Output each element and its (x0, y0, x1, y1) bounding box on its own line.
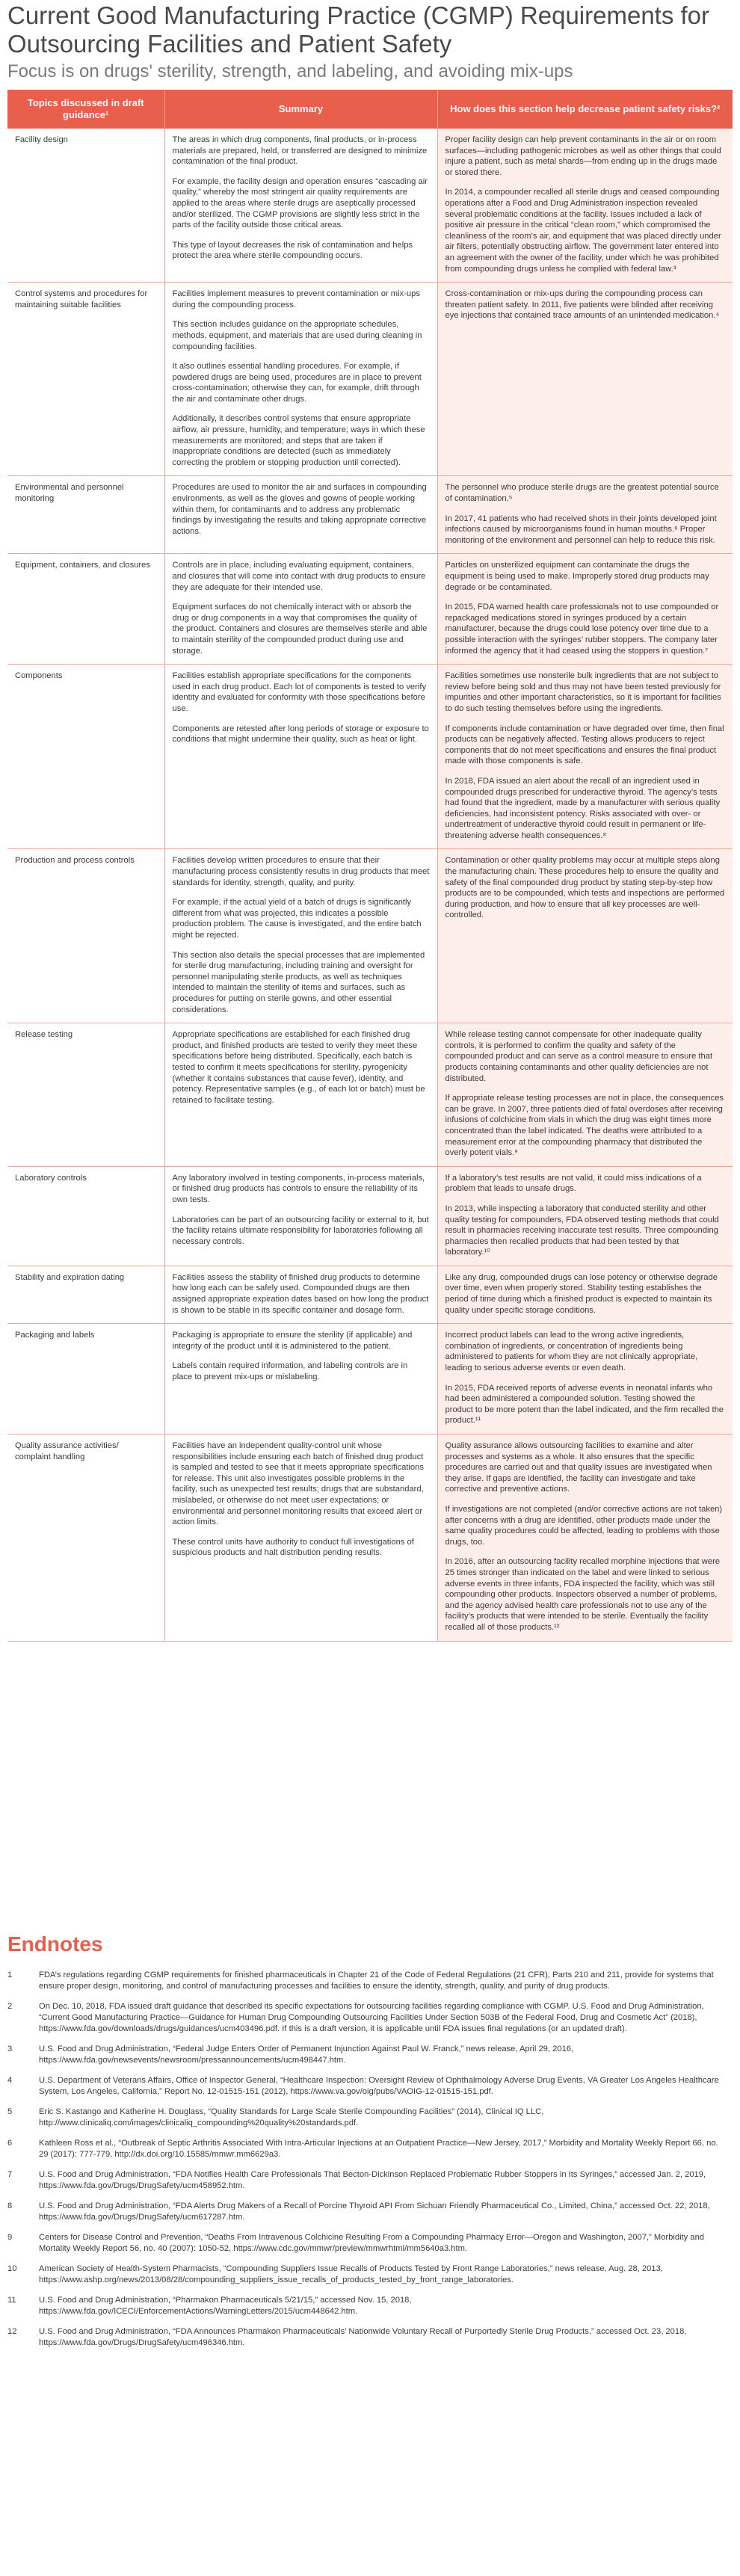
summary-cell (164, 283, 437, 476)
summary-paragraph: Facilities develop written procedures to ensure that their manufacturing process consistently results in drug products that meet standards for identity, strength, quality, and purity. (172, 856, 430, 887)
risk-paragraph: Cross-contamination or mix-ups during the compounding process can threaten patient safety. In 2011, five patients were blinded after receiving eye injections that contained trace amounts of an unintended medication.⁴ (445, 289, 720, 321)
risk-paragraph: The personnel who produce sterile drugs are the greatest potential source of contamination.⁵ (445, 483, 719, 504)
endnote-item (7, 2107, 725, 2129)
endnote-text: FDA’s regulations regarding CGMP requirements for finished pharmaceuticals in Chapter 21 of the Code of Federal Regulations (21 CFR), Parts 210 and 211, provide for systems that ensure proper design, monitoring, and control of manufacturing processes and facilities to ensure the identity, strength, quality, and purity of drug products. (39, 1970, 714, 1991)
table-header-row (7, 90, 733, 129)
summary-paragraph: Additionally, it describes control systems that ensure appropriate airflow, air pressure, humidity, and temperature; ways in which these measurements are monitored; and steps that are taken if inappropriate conditions are detected (such as immediately correcting the problem or stopping production until corrected). (172, 414, 425, 467)
topic-cell: Release testing (7, 1023, 164, 1167)
table-row (7, 1435, 733, 1642)
endnote-number: 9 (7, 2233, 13, 2242)
endnotes-list (7, 1970, 725, 2358)
topic-cell: Production and process controls (7, 849, 164, 1023)
table-row (7, 849, 733, 1023)
endnote-number: 1 (7, 1970, 13, 1979)
risk-cell (437, 1266, 733, 1323)
endnote-number: 12 (7, 2327, 17, 2336)
risk-cell (437, 1435, 733, 1642)
risk-paragraph: While release testing cannot compensate for other inadequate quality controls, it is performed to confirm the quality and safety of the compounded product and can serve as a control measure to ensure that products containing contaminants and other quality deficiencies are not distributed. (445, 1030, 713, 1083)
summary-paragraph: This section also details the special processes that are implemented for sterile drug manufacturing, including training and oversight for personnel manipulating sterile products, as well as techniques intended to maintain the sterility of items and surfaces, such as procedures for putting on sterile gowns, and other essential considerations. (172, 950, 425, 1014)
summary-paragraph: It also outlines essential handling procedures. For example, if powdered drugs are being used, procedures are in place to prevent cross-contamination; otherwise they can, for example, drift through the air and contaminate other drugs. (172, 362, 422, 404)
table-row (7, 1324, 733, 1435)
summary-cell (164, 1324, 437, 1435)
risk-cell (437, 1324, 733, 1435)
table-row (7, 1166, 733, 1266)
risk-paragraph: In 2017, 41 patients who had received shots in their joints developed joint infections caused by microorganisms found in human mouths.⁶ Proper monitoring of the environment and personnel can help to reduce this risk. (445, 514, 717, 545)
page-title: Current Good Manufacturing Practice (CGMP) Requirements for Outsourcing Facilities and Patient Safety (7, 1, 710, 58)
summary-cell (164, 849, 437, 1023)
endnote-text: Kathleen Ross et al., “Outbreak of Septic Arthritis Associated With Intra-Articular Injections at an Outpatient Practice—New Jersey, 2017,” Morbidity and Mortality Weekly Report 66, no. 29 (2017): 777-779, http://dx.doi.org/10.15585/mmwr.mm6629a3. (39, 2139, 718, 2159)
topic-cell: Stability and expiration dating (7, 1266, 164, 1323)
risk-paragraph: Proper facility design can help prevent contaminants in the air or on room surfaces—including pathogenic microbes as well as other things that could injure a patient, such as metal shards—from ending up in the drugs made or stored there. (445, 135, 721, 177)
endnote-item (7, 2001, 725, 2035)
table-row (7, 283, 733, 476)
summary-paragraph: This type of layout decreases the risk of contamination and helps protect the area where sterile compounding occurs. (172, 240, 413, 261)
risk-cell (437, 1166, 733, 1266)
topic-cell: Facility design (7, 129, 164, 283)
summary-paragraph: For example, the facility design and operation ensures “cascading air quality,” whereby the most stringent air quality requirements are applied to the areas where sterile drugs are aseptically processed and/or sterilized. The CGMP provisions are slightly less strict in the parts of the facility outside those critical areas. (172, 176, 428, 230)
endnote-item (7, 2044, 725, 2066)
endnote-text: U.S. Food and Drug Administration, “FDA Notifies Health Care Professionals That Becton-Dickinson Replaced Problematic Rubber Stoppers in Its Syringes,” accessed Jan. 2, 2019, https://www.fda.gov/Drugs/DrugSafety/ucm458952.htm. (39, 2170, 706, 2190)
endnote-item (7, 2264, 725, 2286)
endnote-text: Eric S. Kastango and Katherine H. Douglass, “Quality Standards for Large Scale Sterile Compounding Facilities” (2014), Clinical IQ LLC, http://www.clinicaliq.com/images/clinicaliq_compounding%20quality%20standards.pdf. (39, 2107, 544, 2127)
summary-cell (164, 476, 437, 554)
risk-cell (437, 554, 733, 665)
summary-paragraph: The areas in which drug components, final products, or in-process materials are prepared, held, or transferred are designed to minimize contamination of the final product. (172, 135, 428, 167)
header-summary: Summary (164, 90, 437, 129)
header-risk: How does this section help decrease patient safety risks?² (437, 90, 733, 129)
risk-paragraph: In 2015, FDA warned health care professionals not to use compounded or repackaged medications stored in syringes produced by a certain manufacturer, because the drugs could lose potency over time due to a possible interaction with the syringes’ rubber stoppers. The company later informed the agency that it had ceased using the stoppers in question.⁷ (445, 603, 719, 656)
topic-cell: Components (7, 665, 164, 849)
summary-paragraph: Facilities implement measures to prevent contamination or mix-ups during the compounding process. (172, 289, 420, 309)
topic-cell: Control systems and procedures for maintaining suitable facilities (7, 283, 164, 476)
summary-paragraph: Any laboratory involved in testing components, in-process materials, or finished drug products has controls to ensure the reliability of its own tests. (172, 1173, 425, 1204)
risk-paragraph: In 2014, a compounder recalled all sterile drugs and ceased compounding operations after a Food and Drug Administration inspection revealed several problematic conditions at the facility. Issues included a lack of positive air pressure in the critical “clean room,” which compromised the cleanliness of the room’s air, and equipment that was placed directly under air filters, potentially obstructing airflow. The government later entered into an agreement with the owner of the facility, under which he was prohibited from compounding drugs unless he complied with federal law.³ (445, 188, 721, 274)
risk-paragraph: If appropriate release testing processes are not in place, the consequences can be grave. In 2007, three patients died of fatal overdoses after receiving infusions of colchicine from vials in which the drug was eight times more concentrated than the label indicated. The deaths were attributed to a measurement error at the compounding pharmacy that distributed the overly potent vials.⁹ (445, 1094, 724, 1158)
risk-cell (437, 283, 733, 476)
topic-cell: Equipment, containers, and closures (7, 554, 164, 665)
table-row (7, 1023, 733, 1167)
summary-cell (164, 1166, 437, 1266)
endnote-number: 4 (7, 2076, 13, 2085)
risk-cell (437, 665, 733, 849)
table-row (7, 129, 733, 283)
risk-paragraph: In 2018, FDA issued an alert about the recall of an ingredient used in compounded drugs prescribed for underactive thyroid. The agency’s tests had found that the ingredient, made by a manufacturer with serious quality deficiencies, had inconsistent potency. Risks associated with over- or undertreatment of underactive thyroid could result in permanent or life-threatening adverse health consequences.⁸ (445, 776, 721, 840)
risk-paragraph: If a laboratory’s test results are not valid, it could miss indications of a problem that leads to unsafe drugs. (445, 1173, 702, 1194)
risk-paragraph: If components include contamination or have degraded over time, then final products can be negatively affected. Testing allows producers to reject components that do not meet specifications and ensures the final product made with those components is safe. (445, 724, 724, 766)
summary-cell (164, 1435, 437, 1642)
endnote-item (7, 2201, 725, 2223)
table-row (7, 665, 733, 849)
endnote-text: U.S. Food and Drug Administration, “FDA Announces Pharmakon Pharmaceuticals’ Nationwide Voluntary Recall of Purportedly Sterile Drug Products,” accessed Oct. 23, 2018, https://www.fda.gov/Drugs/DrugSafety/ucm496346.htm. (39, 2327, 687, 2347)
summary-paragraph: Controls are in place, including evaluating equipment, containers, and closures that will come into contact with drug products to ensure they are adequate for their intended use. (172, 561, 426, 592)
endnote-number: 7 (7, 2170, 13, 2179)
risk-cell (437, 1023, 733, 1167)
summary-paragraph: Appropriate specifications are established for each finished drug product, and finished products are tested to verify they meet these specifications before being distributed. Specifically, each batch is tested to confirm it meets specifications for sterility, pyrogenicity (whether it contains substances that cause fever), identity, and potency. Representative samples (e.g., of each lot or batch) must be retained to facilitate testing. (172, 1030, 425, 1105)
summary-cell (164, 1023, 437, 1167)
summary-paragraph: Equipment surfaces do not chemically interact with or absorb the drug or drug components in a way that compromises the quality of the product. Containers and closures are themselves sterile and able to maintain sterility of the compounded product during use and storage. (172, 603, 428, 656)
endnote-number: 10 (7, 2264, 17, 2273)
risk-paragraph: Like any drug, compounded drugs can lose potency or otherwise degrade over time, even when properly stored. Stability testing establishes the period of time during which a finished product is expected to maintain its quality under specific storage conditions. (445, 1272, 718, 1315)
endnote-item (7, 2326, 725, 2349)
risk-paragraph: Facilities sometimes use nonsterile bulk ingredients that are not subject to review before being sold and thus may not have been tested previously for impurities and other important characteristics, so it is important for facilities to do such testing themselves before using the ingredients. (445, 671, 721, 713)
risk-paragraph: Particles on unsterilized equipment can contaminate the drugs the equipment is being used to make. Improperly stored drug products may degrade or be contaminated. (445, 561, 709, 592)
summary-cell (164, 129, 437, 283)
summary-paragraph: Procedures are used to monitor the air and surfaces in compounding environments, as well as the gloves and gowns of people working within them, for contaminants and to address any problematic findings by investigating the results and taking appropriate corrective actions. (172, 483, 427, 536)
topic-cell: Laboratory controls (7, 1166, 164, 1266)
endnote-item (7, 1970, 725, 1992)
endnote-item (7, 2169, 725, 2192)
endnote-text: U.S. Food and Drug Administration, “Pharmakon Pharmaceuticals 5/21/15,” accessed Nov. 15, 2018, https://www.fda.gov/ICECI/EnforcementActions/WarningLetters/2015/ucm448642.htm. (39, 2296, 412, 2316)
endnote-item (7, 2232, 725, 2255)
risk-paragraph: Contamination or other quality problems may occur at multiple steps along the manufacturing chain. These procedures help to ensure the quality and safety of the final compounded drug product by stating step-by-step how products are to be compounded, which tests and inspections are performed during production, and how to ensure that all key processes are well-controlled. (445, 856, 725, 920)
header-topics: Topics discussed in draft guidance¹ (7, 90, 164, 129)
page-subtitle: Focus is on drugs' sterility, strength, and labeling, and avoiding mix-ups (7, 61, 573, 81)
risk-paragraph: Quality assurance allows outsourcing facilities to examine and alter processes and systems as a whole. It also ensures that the specific procedures are carried out and that quality issues are investigated when they arise. If gaps are identified, the facility can investigate and take corrective and preventive actions. (445, 1441, 712, 1494)
endnote-number: 3 (7, 2045, 13, 2053)
guidance-table (7, 90, 733, 1642)
summary-paragraph: Facilities assess the stability of finished drug products to determine how long each can be safely used. Compounded drugs are then assigned appropriate expiration dates based on how long the product is shown to be stable in its specific container and dosage form. (172, 1272, 429, 1315)
risk-paragraph: In 2016, after an outsourcing facility recalled morphine injections that were 25 times stronger than indicated on the label and were linked to serious adverse events in three infants, FDA inspected the facility, which was still compounding other products. Inspectors observed a number of problems, and the agency advised health care professionals not to use any of the facility’s products that were intended to be sterile. Eventually the facility recalled all of those products.¹² (445, 1557, 721, 1632)
risk-cell (437, 849, 733, 1023)
endnote-number: 8 (7, 2201, 13, 2210)
summary-paragraph: For example, if the actual yield of a batch of drugs is significantly different from what was projected, this indicates a possible production problem. The cause is investigated, and the entire batch might be rejected. (172, 898, 422, 940)
endnote-number: 6 (7, 2139, 13, 2148)
summary-paragraph: Facilities establish appropriate specifications for the components used in each drug product. Each lot of components is tested to verify identity and evaluated for conformity with those specifications before use. (172, 671, 427, 713)
topic-cell: Environmental and personnel monitoring (7, 476, 164, 554)
endnote-text: U.S. Food and Drug Administration, “Federal Judge Enters Order of Permanent Injunction Against Paul W. Franck,” news release, April 29, 2016, https://www.fda.gov/newsevents/newsroom/pressannouncements/ucm498447.htm. (39, 2045, 574, 2065)
endnote-number: 2 (7, 2002, 13, 2011)
summary-paragraph: Labels contain required information, and labeling controls are in place to prevent mix-ups or mislabeling. (172, 1361, 408, 1382)
summary-paragraph: Facilities have an independent quality-control unit whose responsibilities include ensuring each batch of finished drug product is sampled and tested to see that it meets appropriate specifications for release. This unit also investigates possible problems in the facility, such as unexpected test results; drugs that are substandard, mislabeled, or otherwise do not meet user expectations; or environmental and personnel monitoring results that exceed alert or action limits. (172, 1441, 424, 1527)
table-row (7, 554, 733, 665)
endnote-number: 5 (7, 2107, 13, 2116)
summary-paragraph: Laboratories can be part of an outsourcing facility or external to it, but the facility retains ultimate responsibility for laboratories following all necessary controls. (172, 1215, 429, 1246)
endnote-text: Centers for Disease Control and Prevention, “Deaths From Intravenous Colchicine Resulting From a Compounding Pharmacy Error—Oregon and Washington, 2007,” Morbidity and Mortality Weekly Report 56, no. 40 (2007): 1050-52, https://www.cdc.gov/mmwr/preview/mmwrhtml/mm5640a3.htm. (39, 2233, 705, 2253)
topic-cell: Quality assurance activities/ complaint handling (7, 1435, 164, 1642)
endnote-number: 11 (7, 2296, 16, 2305)
risk-paragraph: Incorrect product labels can lead to the wrong active ingredients, combination of ingredients, or concentration of ingredients being administered to patients for whom they are not clinically appropriate, leading to serious adverse events or even death. (445, 1331, 698, 1373)
endnote-text: American Society of Health-System Pharmacists, “Compounding Suppliers Issue Recalls of Products Tested by Front Range Laboratories,” news release, Aug. 28, 2013, https://www.ashp.org/news/2013/08/28/compounding_suppliers_issue_recalls_of_products_tested_by_front_range_laboratories. (39, 2264, 663, 2284)
summary-cell (164, 1266, 437, 1323)
endnote-item (7, 2075, 725, 2098)
risk-paragraph: In 2013, while inspecting a laboratory that conducted sterility and other quality testing for compounders, FDA observed testing methods that could result in pharmacies receiving inaccurate test results. Three compounding pharmacies then recalled products that had been tested by that laboratory.¹⁰ (445, 1204, 719, 1257)
endnote-item (7, 2295, 725, 2317)
risk-cell (437, 129, 733, 283)
summary-paragraph: These control units have authority to conduct full investigations of suspicious products and halt distribution pending results. (172, 1537, 414, 1558)
table-body (7, 129, 733, 1641)
table-row (7, 476, 733, 554)
table-row (7, 1266, 733, 1323)
summary-paragraph: Packaging is appropriate to ensure the sterility (if applicable) and integrity of the product until it is administered to the patient. (172, 1331, 413, 1351)
summary-paragraph: This section includes guidance on the appropriate schedules, methods, equipment, and materials that are used during cleaning in compounding facilities. (172, 320, 422, 351)
risk-paragraph: In 2015, FDA received reports of adverse events in neonatal infants who had been administered a compounded solution. Testing showed the product to be more potent than the label indicated, and the firm recalled the product.¹¹ (445, 1383, 724, 1426)
endnote-text: U.S. Food and Drug Administration, “FDA Alerts Drug Makers of a Recall of Porcine Thyroid API From Sichuan Friendly Pharmaceutical Co., Limited, China,” accessed Oct. 22, 2018, https://www.fda.gov/Drugs/DrugSafety/ucm617287.htm. (39, 2201, 710, 2222)
endnote-text: On Dec. 10, 2018, FDA issued draft guidance that described its specific expectations for outsourcing facilities regarding compliance with CGMP. U.S. Food and Drug Administration, “Current Good Manufacturing Practice—Guidance for Human Drug Compounding Outsourcing Facilities Under Section 503B of the Federal Food, Drug and Cosmetic Act” (2018), https://www.fda.gov/downloads/drugs/guidances/ucm403496.pdf. If this is a draft version, it is applicable until FDA issues final regulations (or an updated draft). (39, 2002, 704, 2033)
endnotes-heading: Endnotes (7, 1932, 103, 1956)
topic-cell: Packaging and labels (7, 1324, 164, 1435)
summary-cell (164, 665, 437, 849)
summary-paragraph: Components are retested after long periods of storage or exposure to conditions that might undermine their quality, such as heat or light. (172, 724, 429, 745)
risk-paragraph: If investigations are not completed (and/or corrective actions are not taken) after concerns with a drug are identified, other products made under the same quality procedures could be affected, leading to problems with those drugs, too. (445, 1504, 723, 1547)
endnote-text: U.S. Department of Veterans Affairs, Office of Inspector General, “Healthcare Inspection: Oversight Review of Ophthalmology Adverse Drug Events, VA Greater Los Angeles Healthcare System, Los Angeles, California,” Report No. 12-01515-151 (2012), https://www.va.gov/oig/pubs/VAOIG-12-01515-151.pdf. (39, 2076, 719, 2096)
summary-cell (164, 554, 437, 665)
endnote-item (7, 2138, 725, 2160)
risk-cell (437, 476, 733, 554)
